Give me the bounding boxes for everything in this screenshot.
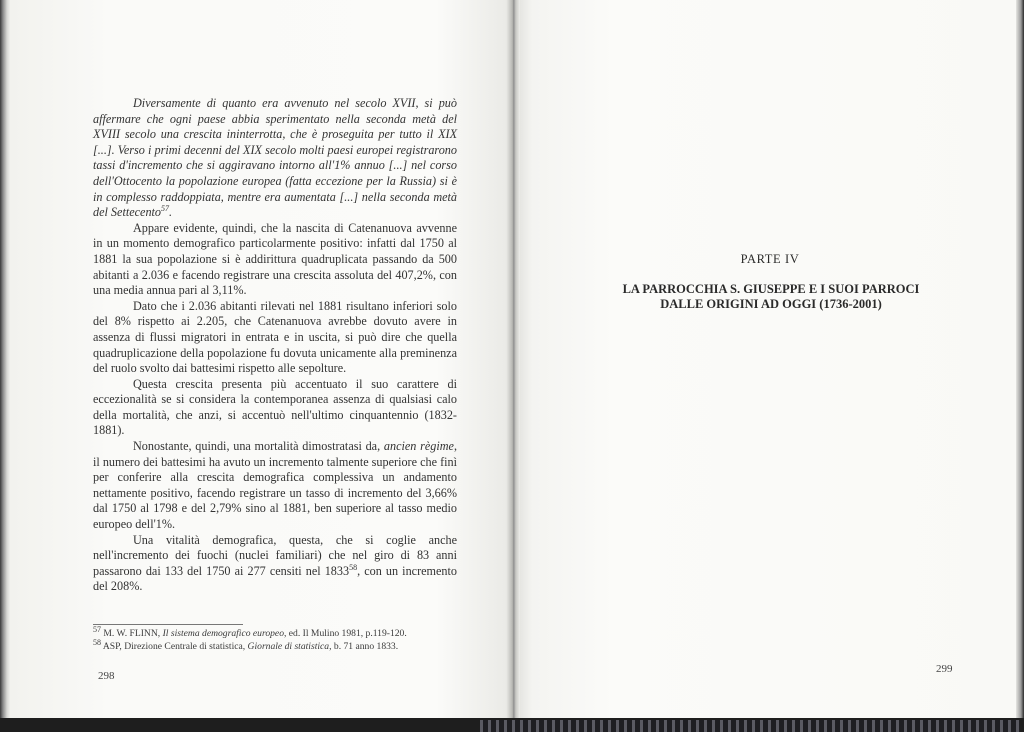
footnote-separator bbox=[93, 624, 243, 625]
paragraph-5: Una vitalità demografica, questa, che si coglie anche nell'incremento dei fuochi (nuclei familiari) che nel giro di 83 anni passarono dai 133 del 1750 ai 277 censiti nel 1833$^{58}$, con un incremento del 208%. bbox=[93, 532, 457, 594]
book-right-edge bbox=[1016, 0, 1024, 732]
footnote-58: $^{58}$ ASP, Direzione Centrale di statistica, Giornale di statistica, b. 71 anno 1833. bbox=[93, 637, 399, 652]
footnote-ref-57: 57 bbox=[161, 204, 170, 214]
paragraph-4: Nonostante, quindi, una mortalità dimostratasi da, ancien règime, il numero dei battesimi ha avuto un incremento talmente superiore che finì per conferire alla crescita demografica complessiva un andamento nettamente positivo, facendo registrare un tasso di incremento del 3,66% dal 1750 al 1798 e del 2,79% sino al 1881, ben superiore al tasso medio europeo dell'1%. bbox=[93, 439, 457, 532]
chapter-title-line-1: LA PARROCCHIA S. GIUSEPPE E I SUOI PARROCI bbox=[622, 282, 920, 296]
paragraph-2: Dato che i 2.036 abitanti rilevati nel 1881 risultano inferiori solo del 8% rispetto ai 2.205, che Catenanuova avrebbe dovuto avere in assenza di flussi migratori in entrata e in uscita, si può dire che quella quadruplicazione della popolazione fu dovuta unicamente alla preminenza del ruolo svolto dai battesimi rispetto alle sepolture. bbox=[93, 298, 457, 376]
scan-bottom-stripes bbox=[480, 720, 1020, 732]
block-quote: Diversamente di quanto era avvenuto nel secolo XVII, si può affermare che ogni paese abbia sperimentato nella seconda metà del XVIII secolo una crescita ininterrotta, che è proseguita per tutto il XIX [...]. Verso i primi decenni del XIX secolo molti paesi europei registrarono tassi d'incremento che si aggiravano intorno all'1% annuo [...] nel corso dell'Ottocento la popolazione europea (fatta eccezione per la Russia) si è in complesso raddoppiata, mentre era aumentata [...] nella seconda metà del Settecento$^{57}$. bbox=[93, 96, 458, 220]
left-page-body bbox=[93, 96, 457, 595]
page-number-left: 298 bbox=[98, 670, 115, 682]
footnotes bbox=[93, 624, 473, 653]
paragraph-1: Appare evidente, quindi, che la nascita di Catenanuova avvenne in un momento demografico particolarmente positivo: infatti dal 1750 al 1881 la sua popolazione si è addirittura quadruplicata passando da 500 abitanti a 2.036 e facendo registrare una crescita assoluta del 407,2%, con una media annua pari al 3,11%. bbox=[93, 220, 457, 298]
footnote-57: $^{57}$ M. W. FLINN, Il sistema demografico europeo, ed. Il Mulino 1981, p.119-120. bbox=[93, 624, 407, 639]
right-page bbox=[512, 0, 1016, 722]
part-label: PARTE IV bbox=[740, 252, 800, 266]
book-left-edge bbox=[0, 0, 10, 732]
footnote-ref-58: 58 bbox=[349, 562, 358, 572]
page-number-right: 299 bbox=[936, 663, 953, 675]
paragraph-3: Questa crescita presenta più accentuato il suo carattere di eccezionalità se si considera la contemporanea assenza di qualsiasi calo della mortalità, che anzi, si accentuò nell'ultimo cinquantennio (1832-1881). bbox=[93, 376, 457, 438]
book-gutter bbox=[506, 0, 520, 722]
chapter-title-line-2: DALLE ORIGINI AD OGGI (1736-2001) bbox=[660, 297, 882, 311]
